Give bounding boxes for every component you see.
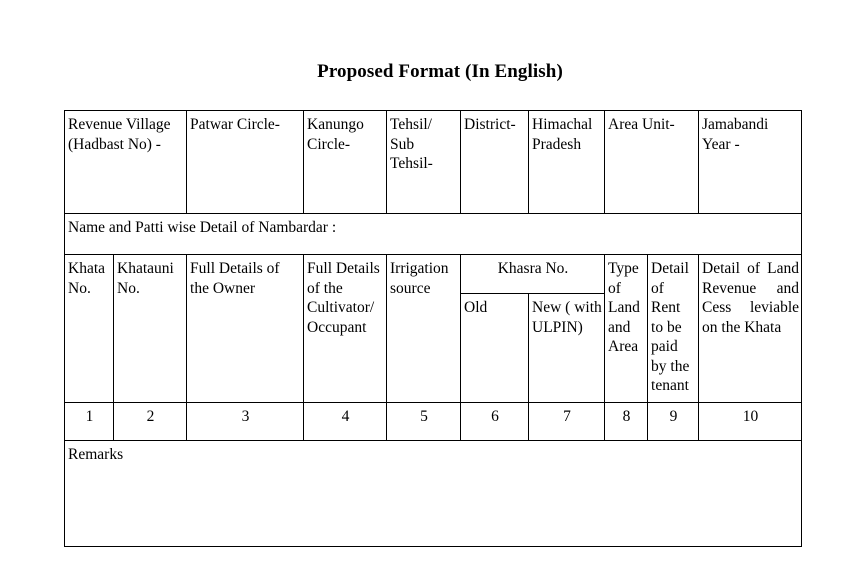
area-unit-cell: Area Unit- [605,111,699,214]
remarks-label: Remarks [65,441,802,547]
column-number: 2 [114,403,187,441]
column-number: 4 [304,403,387,441]
jamabandi-year-cell: Jamabandi Year - [699,111,802,214]
nambardar-label: Name and Patti wise Detail of Nambardar : [65,214,802,255]
patwar-circle-cell: Patwar Circle- [187,111,304,214]
revenue-village-cell: Revenue Village (Hadbast No) - [65,111,187,214]
kanungo-circle-cell: Kanungo Circle- [304,111,387,214]
khata-no-header: Khata No. [65,255,114,403]
column-number: 10 [699,403,802,441]
column-number: 3 [187,403,304,441]
column-number-row [65,403,802,441]
khasra-no-header: Khasra No. [461,255,605,294]
land-revenue-header: Detail of Land Revenue and Cess leviable on the Khata [699,255,802,403]
khasra-new-header: New ( with ULPIN) [529,294,605,403]
column-number: 7 [529,403,605,441]
page-title: Proposed Format (In English) [317,61,563,82]
proposed-format-table [64,110,802,547]
header-row [65,111,802,214]
cultivator-details-header: Full Details of the Cultivator/ Occupant [304,255,387,403]
land-type-area-header: Type of Land and Area [605,255,648,403]
district-cell: District- [461,111,529,214]
column-number: 5 [387,403,461,441]
column-number: 9 [648,403,699,441]
column-header-row [65,255,802,294]
owner-details-header: Full Details of the Owner [187,255,304,403]
nambardar-row [65,214,802,255]
khasra-old-header: Old [461,294,529,403]
state-cell: Himachal Pradesh [529,111,605,214]
khatauni-no-header: Khatauni No. [114,255,187,403]
column-number: 8 [605,403,648,441]
tehsil-cell: Tehsil/ Sub Tehsil- [387,111,461,214]
irrigation-source-header: Irrigation source [387,255,461,403]
remarks-row [65,441,802,547]
column-number: 1 [65,403,114,441]
column-number: 6 [461,403,529,441]
rent-detail-header: Detail of Rent to be paid by the tenant [648,255,699,403]
